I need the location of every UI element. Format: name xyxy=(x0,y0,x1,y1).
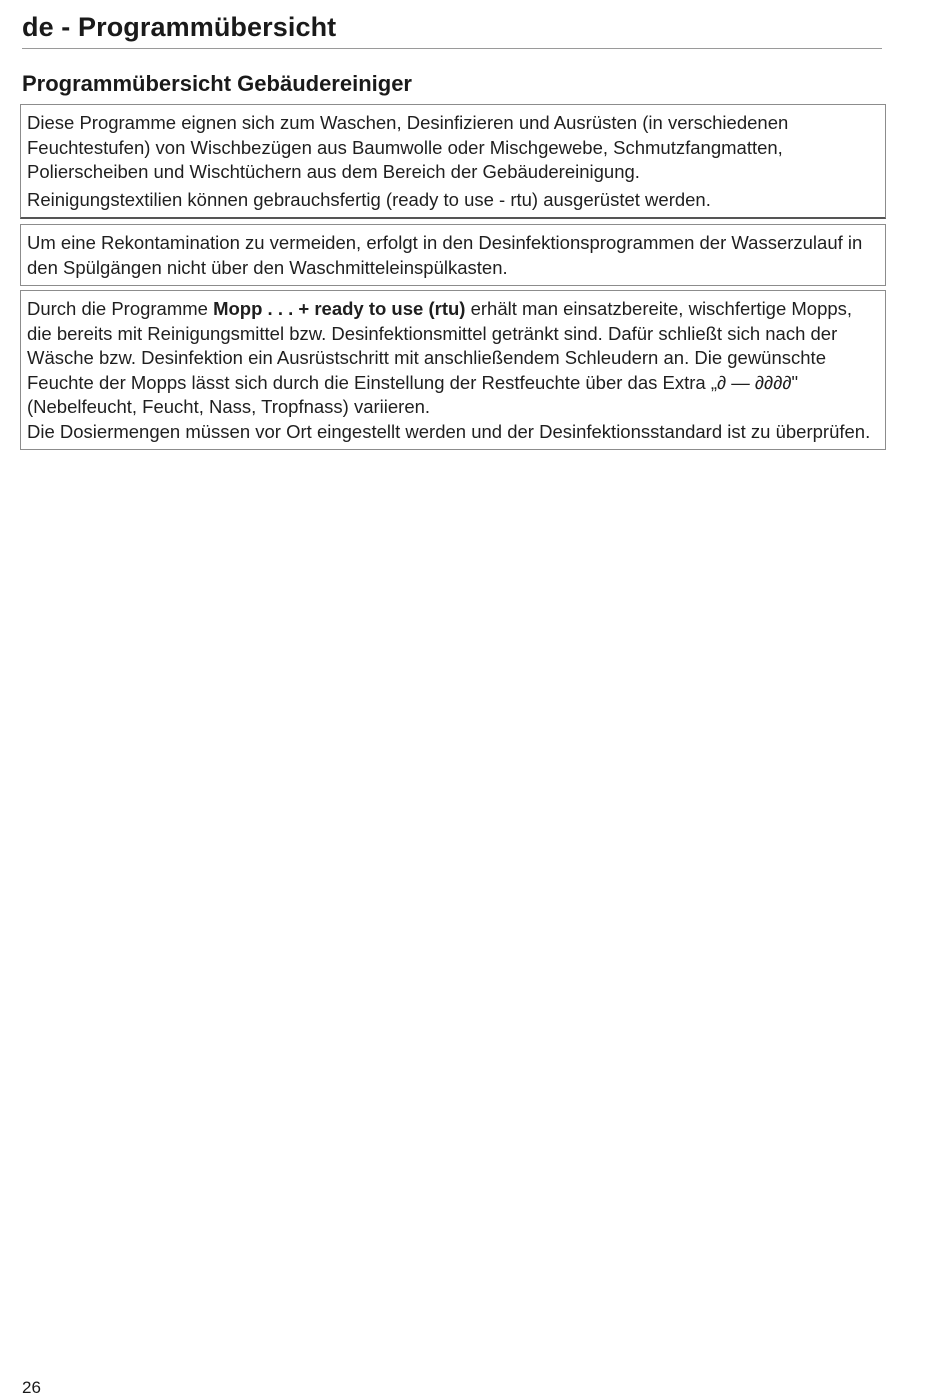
programs-description: Diese Programme eignen sich zum Waschen, Desinfizieren und Ausrüsten (in verschiedenen Feuchtestufen) von Wischbezügen aus Baumwolle oder Mischgewebe, Schmutzfangmatten, Polierscheiben und Wischtüchern aus dem Bereich der Gebäudereinigung. xyxy=(27,112,789,182)
section-title: Programmübersicht Gebäudereiniger xyxy=(22,71,412,96)
recontamination-note: Um eine Rekontamination zu vermeiden, erfolgt in den Desinfektionsprogrammen der Wasserzulauf in den Spülgängen nicht über den Waschmitteleinspülkasten. xyxy=(27,232,863,278)
mopp-rtu-description xyxy=(27,297,877,420)
page-header xyxy=(22,10,882,49)
mopp-text-before: Durch die Programme xyxy=(27,298,214,319)
ready-to-use-note: Reinigungstextilien können gebrauchsfertig (ready to use - rtu) ausgerüstet werden. xyxy=(27,188,711,210)
mopp-text-after: erhält man einsatzbereite, wischfertige Mopps, die bereits mit Reinigungsmittel bzw. Desinfektionsmittel getränkt sind. Dafür schließt sich nach der Wäsche bzw. Desinfektion ein Ausrüstschritt mit anschließendem Schleudern an. Die gewünschte Feuchte der Mopps lässt sich durch die Einstellung der Restfeuchte über das Extra „∂ — ∂∂∂∂" (Nebelfeucht, Feucht, Nass, Tropfnass) variieren. xyxy=(27,298,853,417)
mopp-program-name: Mopp . . . + ready to use (rtu) xyxy=(213,298,466,319)
info-box-recontamination xyxy=(20,224,886,286)
info-box-programs xyxy=(20,104,886,219)
dosing-note: Die Dosiermengen müssen vor Ort eingestellt werden und der Desinfektionsstandard ist zu überprüfen. xyxy=(27,420,871,442)
page-number: 26 xyxy=(22,1378,41,1397)
info-box-mopp-rtu xyxy=(20,290,886,450)
page-title: de - Programmübersicht xyxy=(22,12,337,42)
